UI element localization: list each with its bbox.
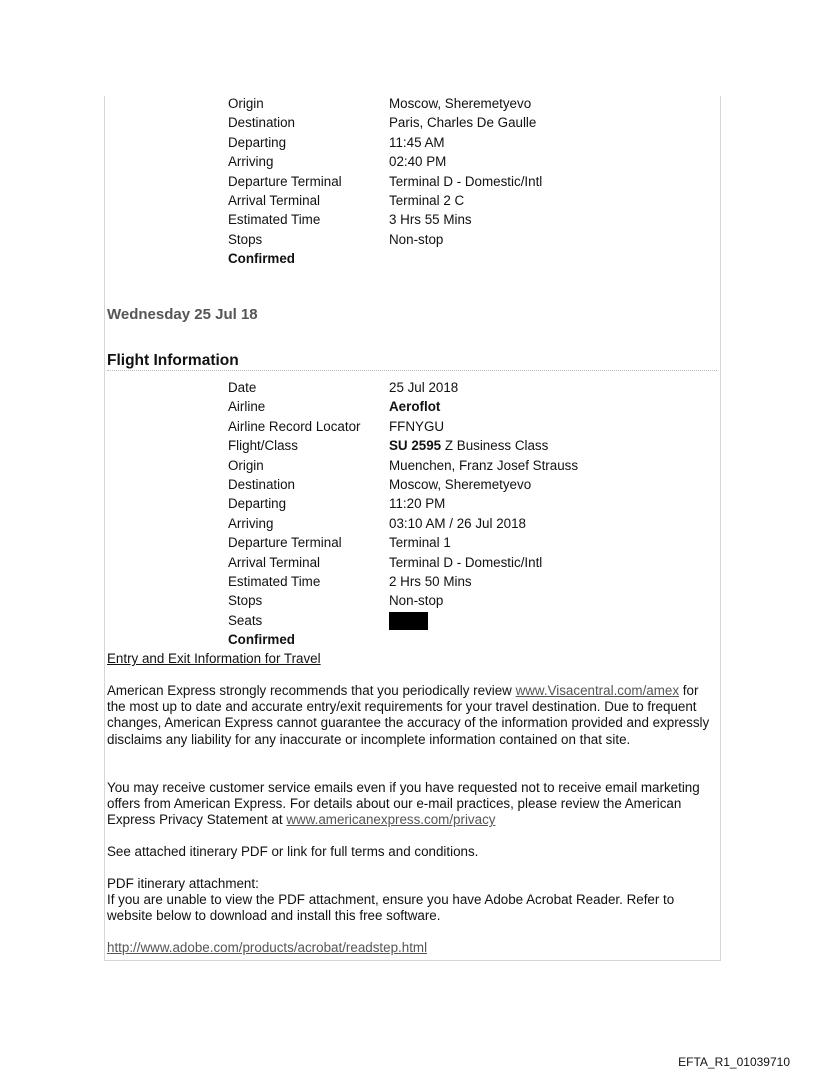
second-flight-details — [228, 378, 648, 649]
detail-row — [228, 630, 648, 649]
departure-terminal-value: Terminal 1 — [389, 535, 451, 551]
departing-label: Departing — [228, 134, 287, 150]
arrival-terminal-value: Terminal D - Domestic/Intl — [389, 554, 543, 570]
arriving-value: 02:40 PM — [389, 154, 447, 170]
destination-value: Moscow, Sheremetyevo — [389, 476, 532, 492]
entry-exit-paragraph — [107, 683, 717, 748]
estimated-time-label: Estimated Time — [228, 212, 321, 228]
flight-number: SU 2595 — [389, 438, 442, 454]
airline-label: Airline — [228, 399, 266, 415]
adobe-link-paragraph — [107, 940, 717, 956]
detail-row — [228, 533, 648, 552]
section-divider — [107, 370, 717, 371]
detail-row — [228, 133, 648, 152]
destination-label: Destination — [228, 476, 295, 492]
detail-row — [228, 152, 648, 171]
stops-value: Non-stop — [389, 593, 444, 609]
pdf-attachment-heading: PDF itinerary attachment: — [107, 876, 259, 891]
record-locator-label: Airline Record Locator — [228, 418, 361, 434]
section-heading: Flight Information — [107, 352, 239, 369]
stops-label: Stops — [228, 593, 263, 609]
detail-row — [228, 397, 648, 416]
seats-label: Seats — [228, 612, 263, 628]
document-id: EFTA_R1_01039710 — [678, 1055, 790, 1069]
flight-class-label: Flight/Class — [228, 438, 298, 454]
detail-row — [228, 210, 648, 229]
redacted-seat-block — [389, 612, 428, 630]
class-value: Z Business Class — [444, 438, 549, 454]
stops-label: Stops — [228, 231, 263, 247]
destination-label: Destination — [228, 115, 295, 131]
airline-value: Aeroflot — [389, 399, 441, 415]
origin-value: Moscow, Sheremetyevo — [389, 96, 532, 111]
arrival-terminal-label: Arrival Terminal — [228, 192, 321, 208]
origin-label: Origin — [228, 96, 264, 111]
arrival-terminal-value: Terminal 2 C — [389, 192, 465, 208]
date-label: Date — [228, 380, 257, 395]
estimated-time-value: 2 Hrs 50 Mins — [389, 573, 472, 589]
detail-row — [228, 378, 648, 397]
departing-label: Departing — [228, 496, 287, 512]
detail-row — [228, 417, 648, 436]
arriving-label: Arriving — [228, 515, 274, 531]
adobe-reader-link[interactable]: http://www.adobe.com/products/acrobat/readstep.html — [107, 940, 428, 955]
email-practices-paragraph — [107, 780, 717, 829]
detail-row — [228, 94, 648, 113]
terms-paragraph: See attached itinerary PDF or link for full terms and conditions. — [107, 844, 479, 859]
departure-terminal-label: Departure Terminal — [228, 173, 342, 189]
detail-row — [228, 553, 648, 572]
entry-exit-text-after: for the most up to date and accurate entry/exit requirements for your travel destination. Due to frequent changes, American Express cannot guarantee the accuracy of the information provided and expressly disclaims any liability for any inaccurate or incomplete information contained on that site. — [107, 683, 710, 747]
detail-row — [228, 456, 648, 475]
day-heading: Wednesday 25 Jul 18 — [107, 306, 258, 323]
pdf-attachment-text: If you are unable to view the PDF attachment, ensure you have Adobe Acrobat Reader. Refer to website below to download and install this free software. — [107, 892, 675, 924]
estimated-time-label: Estimated Time — [228, 573, 321, 589]
departure-terminal-label: Departure Terminal — [228, 535, 342, 551]
detail-row — [228, 249, 648, 268]
estimated-time-value: 3 Hrs 55 Mins — [389, 212, 472, 228]
email-practices-text: You may receive customer service emails even if you have requested not to receive email marketing offers from American Express. For details about our e-mail practices, please review the American Express Privacy Statement at — [107, 780, 700, 828]
detail-row — [228, 494, 648, 513]
booking-status: Confirmed — [228, 251, 295, 267]
detail-row — [228, 172, 648, 191]
departure-terminal-value: Terminal D - Domestic/Intl — [389, 173, 543, 189]
detail-row — [228, 191, 648, 210]
date-value: 25 Jul 2018 — [389, 380, 459, 395]
booking-status: Confirmed — [228, 632, 295, 648]
pdf-attachment-paragraph — [107, 876, 717, 925]
detail-row — [228, 514, 648, 533]
origin-label: Origin — [228, 457, 264, 473]
destination-value: Paris, Charles De Gaulle — [389, 115, 537, 131]
detail-row — [228, 230, 648, 249]
visacentral-link[interactable]: www.Visacentral.com/amex — [515, 683, 680, 698]
flight-class-value — [389, 436, 548, 455]
detail-row — [228, 475, 648, 494]
detail-row — [228, 113, 648, 132]
departing-value: 11:45 AM — [389, 134, 445, 150]
origin-value: Muenchen, Franz Josef Strauss — [389, 457, 579, 473]
arrival-terminal-label: Arrival Terminal — [228, 554, 321, 570]
detail-row — [228, 572, 648, 591]
record-locator-value: FFNYGU — [389, 418, 445, 434]
privacy-link[interactable]: www.americanexpress.com/privacy — [286, 812, 496, 828]
detail-row — [228, 611, 648, 630]
first-flight-details — [228, 94, 648, 269]
stops-value: Non-stop — [389, 231, 444, 247]
detail-row — [228, 591, 648, 610]
arriving-label: Arriving — [228, 154, 274, 170]
departing-value: 11:20 PM — [389, 496, 446, 512]
arriving-value: 03:10 AM / 26 Jul 2018 — [389, 515, 526, 531]
entry-exit-text-before: American Express strongly recommends that you periodically review — [107, 683, 516, 698]
detail-row — [228, 436, 648, 455]
entry-exit-title[interactable]: Entry and Exit Information for Travel — [107, 651, 321, 666]
